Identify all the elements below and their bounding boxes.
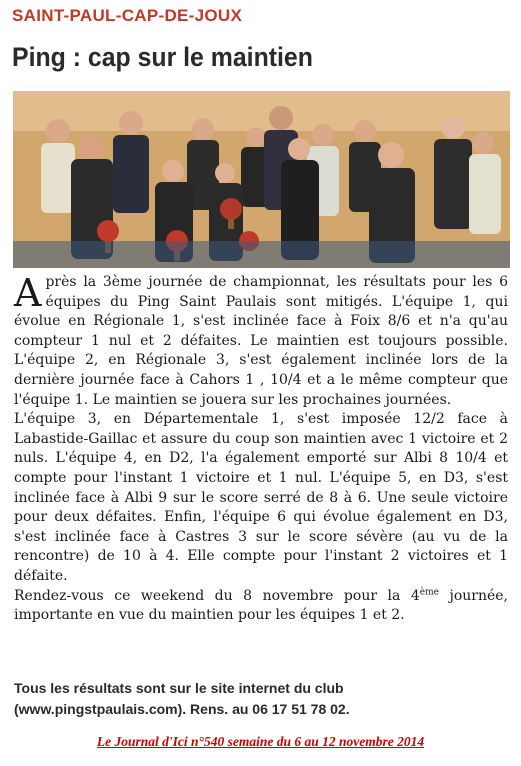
club-info-line-1: Tous les résultats sont sur le site internet du club [14, 680, 344, 696]
article-paragraph-3 [14, 587, 508, 626]
article-body [14, 273, 508, 626]
team-photo [13, 91, 510, 268]
article-paragraph-1 [14, 273, 508, 410]
paragraph-1-text: près la 3ème journée de championnat, les résultats pour les 6 équipes du Ping Saint Paulais sont mitigés. L'équipe 1, qui évolue en Régionale 1, s'est inclinée face à Foix 8/6 et n'a qu'au compteur 1 nul et 2 défaites. Le maintien est toujours possible. L'équipe 2, en Régionale 3, s'est également inclinée lors de la dernière journée face à Cahors 1 , 10/4 et a le même compteur que l'équipe 1. Le maintien se jouera sur les prochaines journées. [14, 274, 508, 408]
club-info-line-2: (www.pingstpaulais.com). Rens. au 06 17 51 78 02. [14, 701, 350, 717]
drop-cap: A [14, 271, 42, 315]
paragraph-3-text-after: journée, importante en vue du maintien pour les équipes 1 et 2. [14, 587, 508, 624]
article-paragraph-2: L'équipe 3, en Départementale 1, s'est imposée 12/2 face à Labastide-Gaillac et assure du coup son maintien avec 1 victoire et 2 nuls. L'équipe 4, en D2, l'a également emporté sur Albi 8 10/4 et compte pour l'instant 1 victoire et 1 nul. L'équipe 5, en D3, s'est inclinée face à Albi 9 sur le score serré de 8 à 6. Une seule victoire pour deux défaites. Enfin, l'équipe 6 qui évolue également en D3, s'est inclinée face à Castres 3 sur le score sévère (au vu de la rencontre) de 10 à 4. Elle compte pour l'instant 2 victoires et 1 défaite. [14, 411, 508, 584]
headline: Ping : cap sur le maintien [12, 42, 313, 72]
team-photo-illustration [13, 91, 510, 268]
club-info [14, 678, 508, 720]
source-citation: Le Journal d'Ici n°540 semaine du 6 au 12 novembre 2014 [96, 734, 425, 749]
ordinal-superscript: ème [419, 586, 439, 597]
paragraph-3-text-before: Rendez-vous ce weekend du 8 novembre pour la 4 [14, 587, 420, 604]
section-kicker: SAINT-PAUL-CAP-DE-JOUX [12, 6, 243, 25]
